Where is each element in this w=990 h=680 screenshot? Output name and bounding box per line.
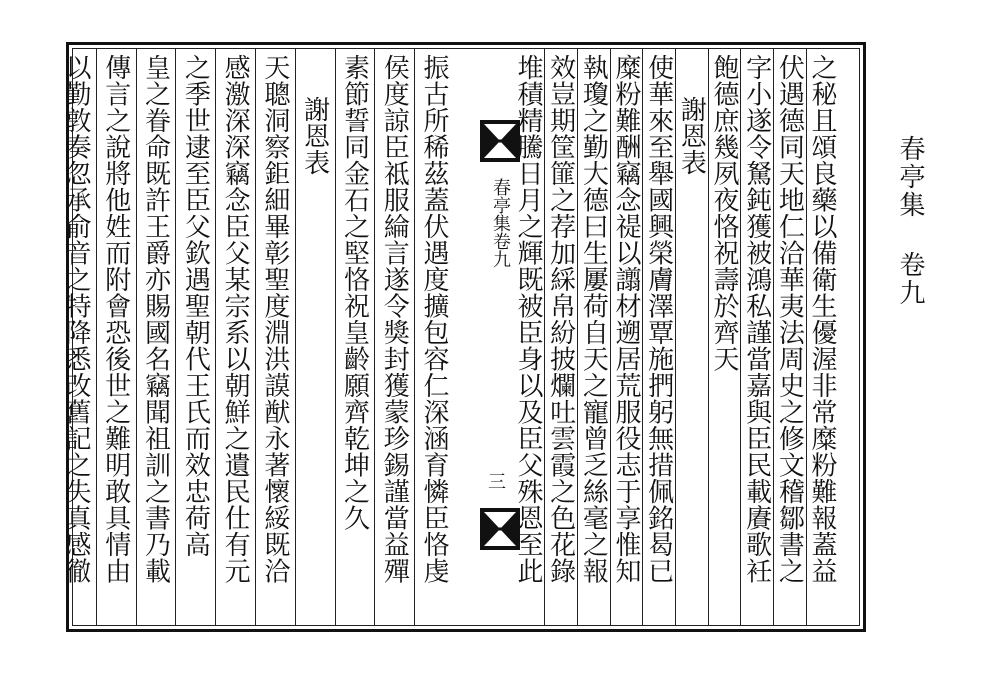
column-rule: [136, 48, 137, 626]
column-rule: [96, 48, 97, 626]
text-column: 素節誓同金石之堅恪祝皇齡願齊乾坤之久: [339, 54, 370, 531]
column-rule: [215, 48, 216, 626]
column-rule: [708, 48, 709, 626]
center-book-title: 春亭集卷九: [490, 178, 511, 268]
column-rule: [675, 48, 676, 626]
column-rule: [577, 48, 578, 626]
text-column: 之季世逮至臣父欽遇聖朝代王氏而效忠荷高: [180, 54, 211, 558]
column-rule: [175, 48, 176, 626]
column-rule: [335, 48, 336, 626]
column-rule: [414, 48, 415, 626]
column-rule: [642, 48, 643, 626]
column-rule: [773, 48, 774, 626]
text-column: 振古所稀茲蓋伏遇度擴包容仁深涵育憐臣恪虔: [419, 54, 449, 584]
page-number: 三: [488, 472, 506, 493]
section-heading: 謝恩表: [676, 96, 707, 176]
text-column: 皇之眷命既許王爵亦賜國名竊聞祖訓之書乃載: [140, 54, 171, 584]
section-heading: 謝恩表: [299, 96, 330, 176]
text-column: 侯度諒臣祗服綸言遂令獎封獲蒙珍錫謹當益殫: [379, 54, 410, 584]
column-rule: [544, 48, 545, 626]
text-column: 堆積精騰日月之輝既被臣身以及臣父殊恩至此: [513, 54, 543, 584]
text-column: 飽德庶幾夙夜恪祝壽於齊天: [709, 54, 739, 372]
text-column: 以勤敦奏忽承俞音之特降悉改舊記之失真感徹: [61, 54, 91, 584]
margin-book-title: 春亭集 卷九: [895, 135, 925, 307]
column-rule: [740, 48, 741, 626]
column-rule: [295, 48, 296, 626]
text-column: 天聰洞察鉅細畢彰聖度淵洪謨猷永著懷綏既洽: [259, 54, 290, 584]
column-rule: [806, 48, 807, 626]
text-column: 字小遂令駑鈍獲被鴻私謹當嘉與臣民載賡歌衽: [741, 54, 772, 584]
column-rule: [255, 48, 256, 626]
column-rule: [374, 48, 375, 626]
text-column: 伏遇德同天地仁洽華夷法周史之修文稽鄒書之: [774, 54, 805, 584]
text-column: 效豈期筐篚之荐加綵帛紛披爛吐雲霞之色花錄: [545, 54, 576, 584]
text-column: 傳言之說將他姓而附會恐後世之難明敢具情由: [100, 54, 131, 584]
text-column: 執瓊之勤大德曰生屢荷自天之寵曾乏絲毫之報: [578, 54, 609, 584]
text-column: 使華來至舉國興榮膚澤覃施捫躬無措佩銘曷已: [643, 54, 674, 584]
column-rule: [610, 48, 611, 626]
text-column: 感激深深竊念臣父某宗系以朝鮮之遺民仕有元: [220, 54, 251, 584]
text-column: 糜粉難酬竊念禔以譾材遡居荒服役志于享惟知: [611, 54, 641, 584]
text-column: 之秘且頌良藥以備衛生優渥非常糜粉難報蓋益: [807, 54, 837, 584]
